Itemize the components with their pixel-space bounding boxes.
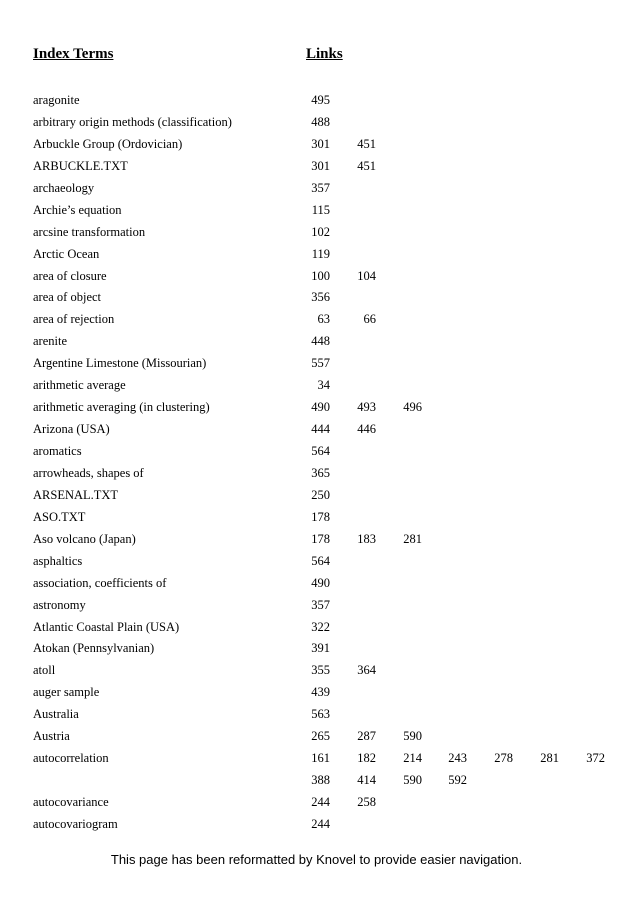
index-term: autocovariogram [33,816,118,831]
page-link[interactable]: 322 [311,619,330,634]
page-link[interactable]: 495 [311,93,330,107]
page-link[interactable]: 119 [311,246,330,261]
page-link[interactable]: 388 [311,773,330,788]
index-term: astronomy [33,597,86,612]
index-term: Arbuckle Group (Ordovician) [33,136,183,151]
page-link[interactable]: 183 [357,531,376,546]
page-link[interactable]: 63 [317,312,330,327]
page-link[interactable]: 100 [311,268,330,283]
page-link[interactable]: 244 [311,795,330,809]
page-link[interactable]: 34 [317,378,330,393]
page-link[interactable]: 357 [311,180,330,195]
index-term: archaeology [33,180,95,195]
index-term: arbitrary origin methods (classification) [33,114,232,129]
index-entry [0,707,633,729]
page-link[interactable]: 214 [403,751,422,766]
index-term: arrowheads, shapes of [33,465,144,480]
index-entry [0,444,633,466]
index-entry [0,159,633,181]
index-entry [0,488,633,510]
index-term: ASO.TXT [33,509,86,524]
index-entry [0,93,633,115]
index-term: Atokan (Pennsylvanian) [33,641,155,656]
index-term: aromatics [33,444,82,458]
page-link[interactable]: 446 [357,422,376,437]
links-heading: Links [306,46,343,62]
page-link[interactable]: 496 [403,400,422,415]
index-term: auger sample [33,685,100,700]
page-link[interactable]: 243 [448,751,467,766]
page-footer: This page has been reformatted by Knovel to provide easier navigation. [110,852,523,867]
page-link[interactable]: 301 [311,158,330,173]
page-link[interactable]: 414 [357,773,376,788]
index-entry [0,269,633,291]
index-term: autocorrelation [33,751,109,766]
index-entry [0,356,633,378]
page-link[interactable]: 364 [357,663,376,678]
page-link[interactable]: 258 [357,795,376,809]
index-term: association, coefficients of [33,575,167,590]
index-term: Austria [33,729,70,744]
page-link[interactable]: 178 [311,509,330,524]
page-link[interactable]: 357 [311,597,330,612]
index-entry [0,510,633,532]
index-entry [0,795,633,817]
page-link[interactable]: 281 [403,531,422,546]
index-entry [0,576,633,598]
index-entry [0,685,633,707]
page-link[interactable]: 365 [311,465,330,480]
page-link[interactable]: 564 [311,553,330,568]
index-term: arithmetic averaging (in clustering) [33,400,210,415]
page-link[interactable]: 66 [363,312,376,327]
index-entry [0,663,633,685]
index-entry [0,620,633,642]
index-entry [0,334,633,356]
index-term: Argentine Limestone (Missourian) [33,356,207,371]
page-link[interactable]: 590 [403,729,422,744]
index-entry [0,137,633,159]
page-link[interactable]: 488 [311,114,330,129]
page-link[interactable]: 104 [357,268,376,283]
page-link[interactable]: 451 [357,158,376,173]
index-term: arenite [33,334,68,349]
page-link[interactable]: 301 [311,136,330,151]
index-entry [0,378,633,400]
page-link[interactable]: 448 [311,334,330,349]
index-term: Archie’s equation [33,202,122,217]
index-entry [0,751,633,773]
index-term: Arizona (USA) [33,422,110,437]
index-entry [0,773,633,795]
index-term: atoll [33,663,56,678]
index-term: ARBUCKLE.TXT [33,158,128,173]
page-link[interactable]: 490 [311,575,330,590]
index-entry [0,247,633,269]
page-link[interactable]: 590 [403,773,422,788]
index-entry [0,729,633,751]
page-link[interactable]: 391 [311,641,330,656]
index-entry [0,422,633,444]
page-link[interactable]: 287 [357,729,376,744]
index-entry [0,598,633,620]
index-entry [0,532,633,554]
page-link[interactable]: 557 [311,356,330,371]
index-term: arithmetic average [33,378,126,393]
index-term: area of object [33,290,102,305]
index-entry [0,554,633,576]
index-entry [0,225,633,247]
page-link[interactable]: 372 [586,751,605,766]
page-link[interactable]: 178 [311,531,330,546]
index-term: arcsine transformation [33,224,146,239]
index-term: area of rejection [33,312,115,327]
index-entry [0,290,633,312]
page-link[interactable]: 265 [311,729,330,744]
page-link[interactable]: 281 [540,751,559,766]
page-link[interactable]: 451 [357,136,376,151]
index-term: autocovariance [33,795,109,809]
index-term: Aso volcano (Japan) [33,531,136,546]
page-link[interactable]: 278 [494,751,513,766]
index-entry [0,400,633,422]
index-entry [0,203,633,225]
index-term: Australia [33,707,79,722]
index-entry [0,312,633,334]
page-link[interactable]: 244 [311,816,330,831]
page-link[interactable]: 444 [311,422,330,437]
index-entry [0,641,633,663]
index-term: Atlantic Coastal Plain (USA) [33,619,180,634]
page-link[interactable]: 355 [311,663,330,678]
index-term: Arctic Ocean [33,246,100,261]
page-link[interactable]: 439 [311,685,330,700]
page-link[interactable]: 592 [448,773,467,788]
index-entry [0,466,633,488]
page-link[interactable]: 115 [311,202,330,217]
index-term: area of closure [33,268,107,283]
index-terms-heading: Index Terms [33,46,114,62]
index-term: aragonite [33,93,80,107]
page-link[interactable]: 161 [311,751,330,766]
index-entry [0,181,633,203]
index-term: ARSENAL.TXT [33,487,119,502]
index-entry [0,817,633,839]
page-link[interactable]: 564 [311,444,330,458]
page-link[interactable]: 490 [311,400,330,415]
index-term: asphaltics [33,553,83,568]
page-link[interactable]: 102 [311,224,330,239]
page-link[interactable]: 182 [357,751,376,766]
index-list [0,93,633,839]
page-link[interactable]: 563 [311,707,330,722]
page-link[interactable]: 493 [357,400,376,415]
index-entry [0,115,633,137]
page-link[interactable]: 356 [311,290,330,305]
page-link[interactable]: 250 [311,487,330,502]
